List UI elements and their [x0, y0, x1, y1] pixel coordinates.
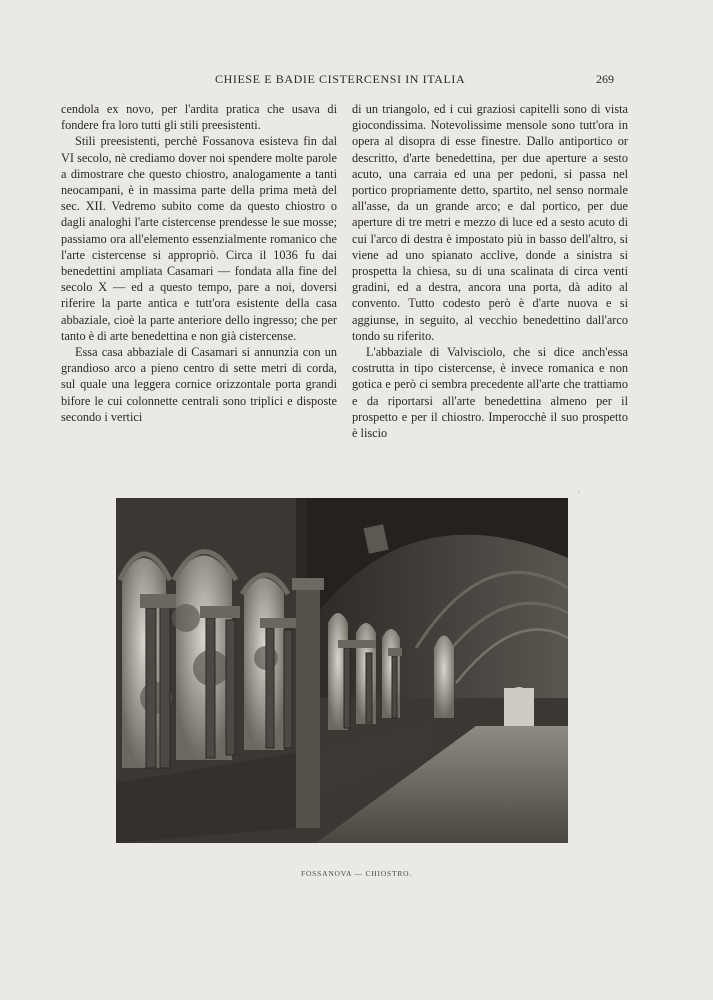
left-paragraph-1: cendola ex novo, per l'ardita pratica che usava di fondere fra loro tutti gli stili preesistenti.	[61, 102, 337, 133]
left-paragraph-3: Essa casa abbaziale di Casamari si annunzia con un grandioso arco a pieno centro di sette metri di corda, sul quale una leggera cornice orizzontale porta grandi bifore le cui colonnette centrali sono triplici e disposte secondo i vertici	[61, 345, 337, 424]
left-column	[61, 101, 337, 425]
left-paragraph-2: Stili preesistenti, perchè Fossanova esisteva fin dal VI secolo, nè crediamo dover noi spendere molte parole a dimostrare che questo chiostro, analogamente a tanti neocampani, è in massima parte della prima metà del sec. XII. Vedremo subito come da questo chiostro o dagli analoghi l'arte cistercense prendesse le sue mosse; passiamo ora all'elemento essenzialmente romanico che l'arte cistercense si appropriò. Circa il 1036 fu dai benedettini ampliata Casamari — fondata alla fine del secolo X — ed a questo tempo, pare a noi, doversi riferire la parte antica e tutt'ora esistente della casa abbaziale, cioè la parte anteriore dello ingresso; che per tanto è di arte benedettina e non già cistercense.	[61, 134, 337, 343]
right-column	[352, 101, 628, 441]
cloister-illustration	[116, 498, 568, 843]
page-header	[60, 72, 620, 90]
figure-caption: FOSSANOVA — CHIOSTRO.	[300, 869, 413, 878]
right-paragraph-1: di un triangolo, ed i cui graziosi capitelli sono di vista giocondissima. Notevolissime mensole sono tutt'ora in opera al disopra di esse finestre. Dallo antiportico or descritto, d'arte benedettina, per due aperture a sesto acuto, una carraia ed una per pedoni, si passa nel portico propriamente detto, spartito, nel senso normale all'asse, da un grande arco; e dal portico, per due aperture di tre metri e mezzo di luce ed a sesto acuto di cui l'arco di destra è impostato più in basso dell'altro, si viene ad uno spianato acclive, donde a sinistra si prospetta la chiesa, su di una scalinata di circa venti gradini, ed a destra, ancora una porta, dà adito al convento. Tutto codesto però è d'arte nuova e si aggiunse, in seguito, al vecchio benedettino dall'arco tondo su riferito.	[352, 102, 628, 343]
paper-speck: '	[578, 490, 580, 500]
cloister-photograph	[116, 498, 568, 843]
right-paragraph-2: L'abbaziale di Valvisciolo, che si dice anch'essa costrutta in tipo cistercense, è invece romanica e non gotica e però ci sembra precedente all'arte che trattiamo e da riportarsi all'arte benedettina almeno per il prospetto e per il chiostro. Imperocchè il suo prospetto è liscio	[352, 345, 628, 441]
running-title: CHIESE E BADIE CISTERCENSI IN ITALIA	[215, 72, 466, 86]
page-number: 269	[596, 72, 614, 86]
